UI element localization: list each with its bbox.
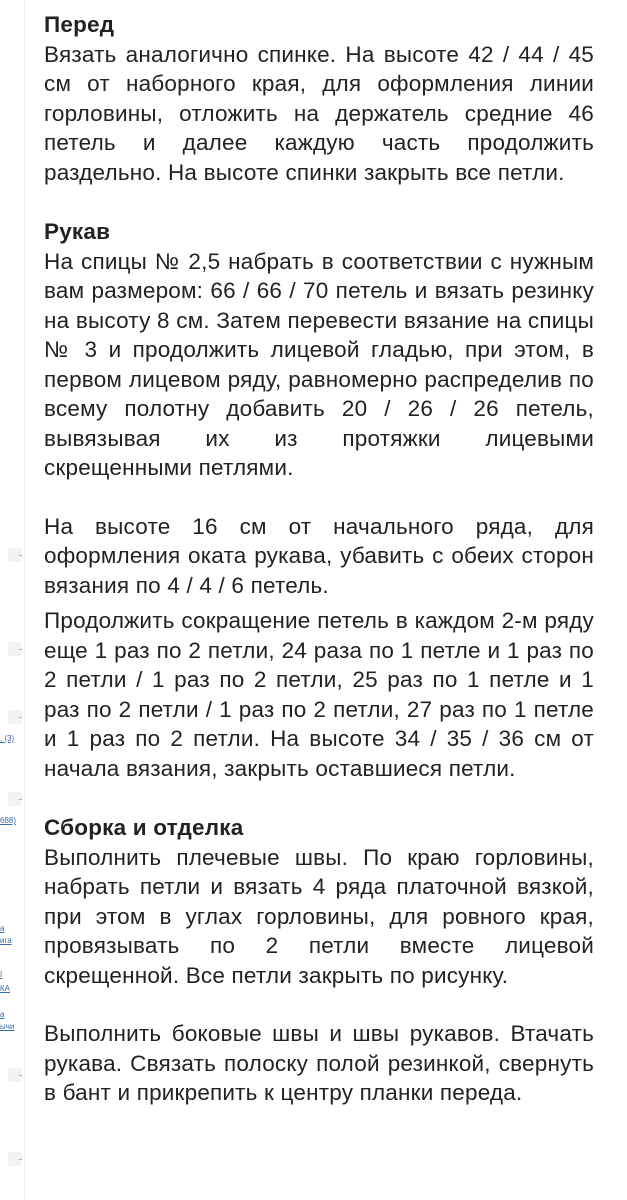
sleeve-paragraph-3: Продолжить сокращение петель в каждом 2-м ряду еще 1 раз по 2 петли, 24 раза по 1 петле и 1 раз по 2 петли / 1 раз по 2 петли, 25 раз по 1 петле и 1 раз по 2 петли / 1 раз по 2 петли, 27 раз по 1 петле и 1 раз по 2 петли. На высоте 34 / 35 / 36 см от начала вязания, закрыть оставшиеся петли. bbox=[44, 608, 594, 781]
sleeve-paragraph-1: На спицы № 2,5 набрать в соответствии с нужным вам размером: 66 / 66 / 70 петель и вязать резинку на высоту 8 см. Затем перевести вязание на спицы № 3 и продолжить лицевой гладью, при этом, в первом лицевом ряду, равномерно распределив по всему полотну добавить 20 / 26 / 26 петель, вывязывая их из протяжки лицевыми скрещенными петлями. bbox=[44, 248, 594, 480]
section-title-front: Перед bbox=[44, 12, 115, 37]
article-body bbox=[44, 10, 594, 1108]
side-panel bbox=[0, 0, 25, 1200]
side-link[interactable]: , (3) bbox=[0, 734, 15, 743]
side-collapse-control[interactable]: - bbox=[8, 642, 22, 656]
side-link[interactable]: а bbox=[0, 924, 5, 933]
assembly-paragraph-2: Выполнить боковые швы и швы рукавов. Втачать рукава. Связать полоску полой резинкой, свернуть в бант и прикрепить к центру планки переда. bbox=[44, 1021, 594, 1105]
side-collapse-control[interactable]: - bbox=[8, 710, 22, 724]
section-title-assembly: Сборка и отделка bbox=[44, 815, 244, 840]
side-collapse-control[interactable]: - bbox=[8, 1068, 22, 1082]
front-paragraph: Вязать аналогично спинке. На высоте 42 / 44 / 45 см от наборного края, для оформления линии горловины, отложить на держатель средние 46 петель и далее каждую часть продолжить раздельно. На высоте спинки закрыть все петли. bbox=[44, 41, 594, 185]
side-collapse-control[interactable]: - bbox=[8, 548, 22, 562]
spacer bbox=[44, 483, 594, 512]
side-link[interactable]: а bbox=[0, 1010, 5, 1019]
spacer bbox=[44, 187, 594, 217]
side-link[interactable]: 688) bbox=[0, 816, 17, 825]
section-title-sleeve: Рукав bbox=[44, 219, 111, 244]
side-collapse-control[interactable]: - bbox=[8, 792, 22, 806]
side-link[interactable]: I bbox=[0, 970, 3, 979]
section-sleeve bbox=[44, 217, 594, 783]
side-link[interactable]: КА bbox=[0, 984, 10, 993]
sleeve-paragraph-2: На высоте 16 см от начального ряда, для оформления оката рукава, убавить с обеих сторон вязания по 4 / 4 / 6 петель. bbox=[44, 513, 594, 598]
side-link[interactable]: ычи bbox=[0, 1022, 15, 1031]
section-front bbox=[44, 10, 594, 187]
spacer bbox=[44, 783, 594, 813]
side-collapse-control[interactable]: - bbox=[8, 1152, 22, 1166]
spacer bbox=[44, 990, 594, 1019]
section-assembly bbox=[44, 813, 594, 1108]
assembly-paragraph-1: Выполнить плечевые швы. По краю горловины, набрать петли и вязать 4 ряда платочной вязкой, при этом в углах горловины, для ровного края, провязывать по 2 петли вместе лицевой скрещенной. Все петли закрыть по рисунку. bbox=[44, 844, 594, 988]
side-link[interactable]: ига bbox=[0, 936, 12, 945]
